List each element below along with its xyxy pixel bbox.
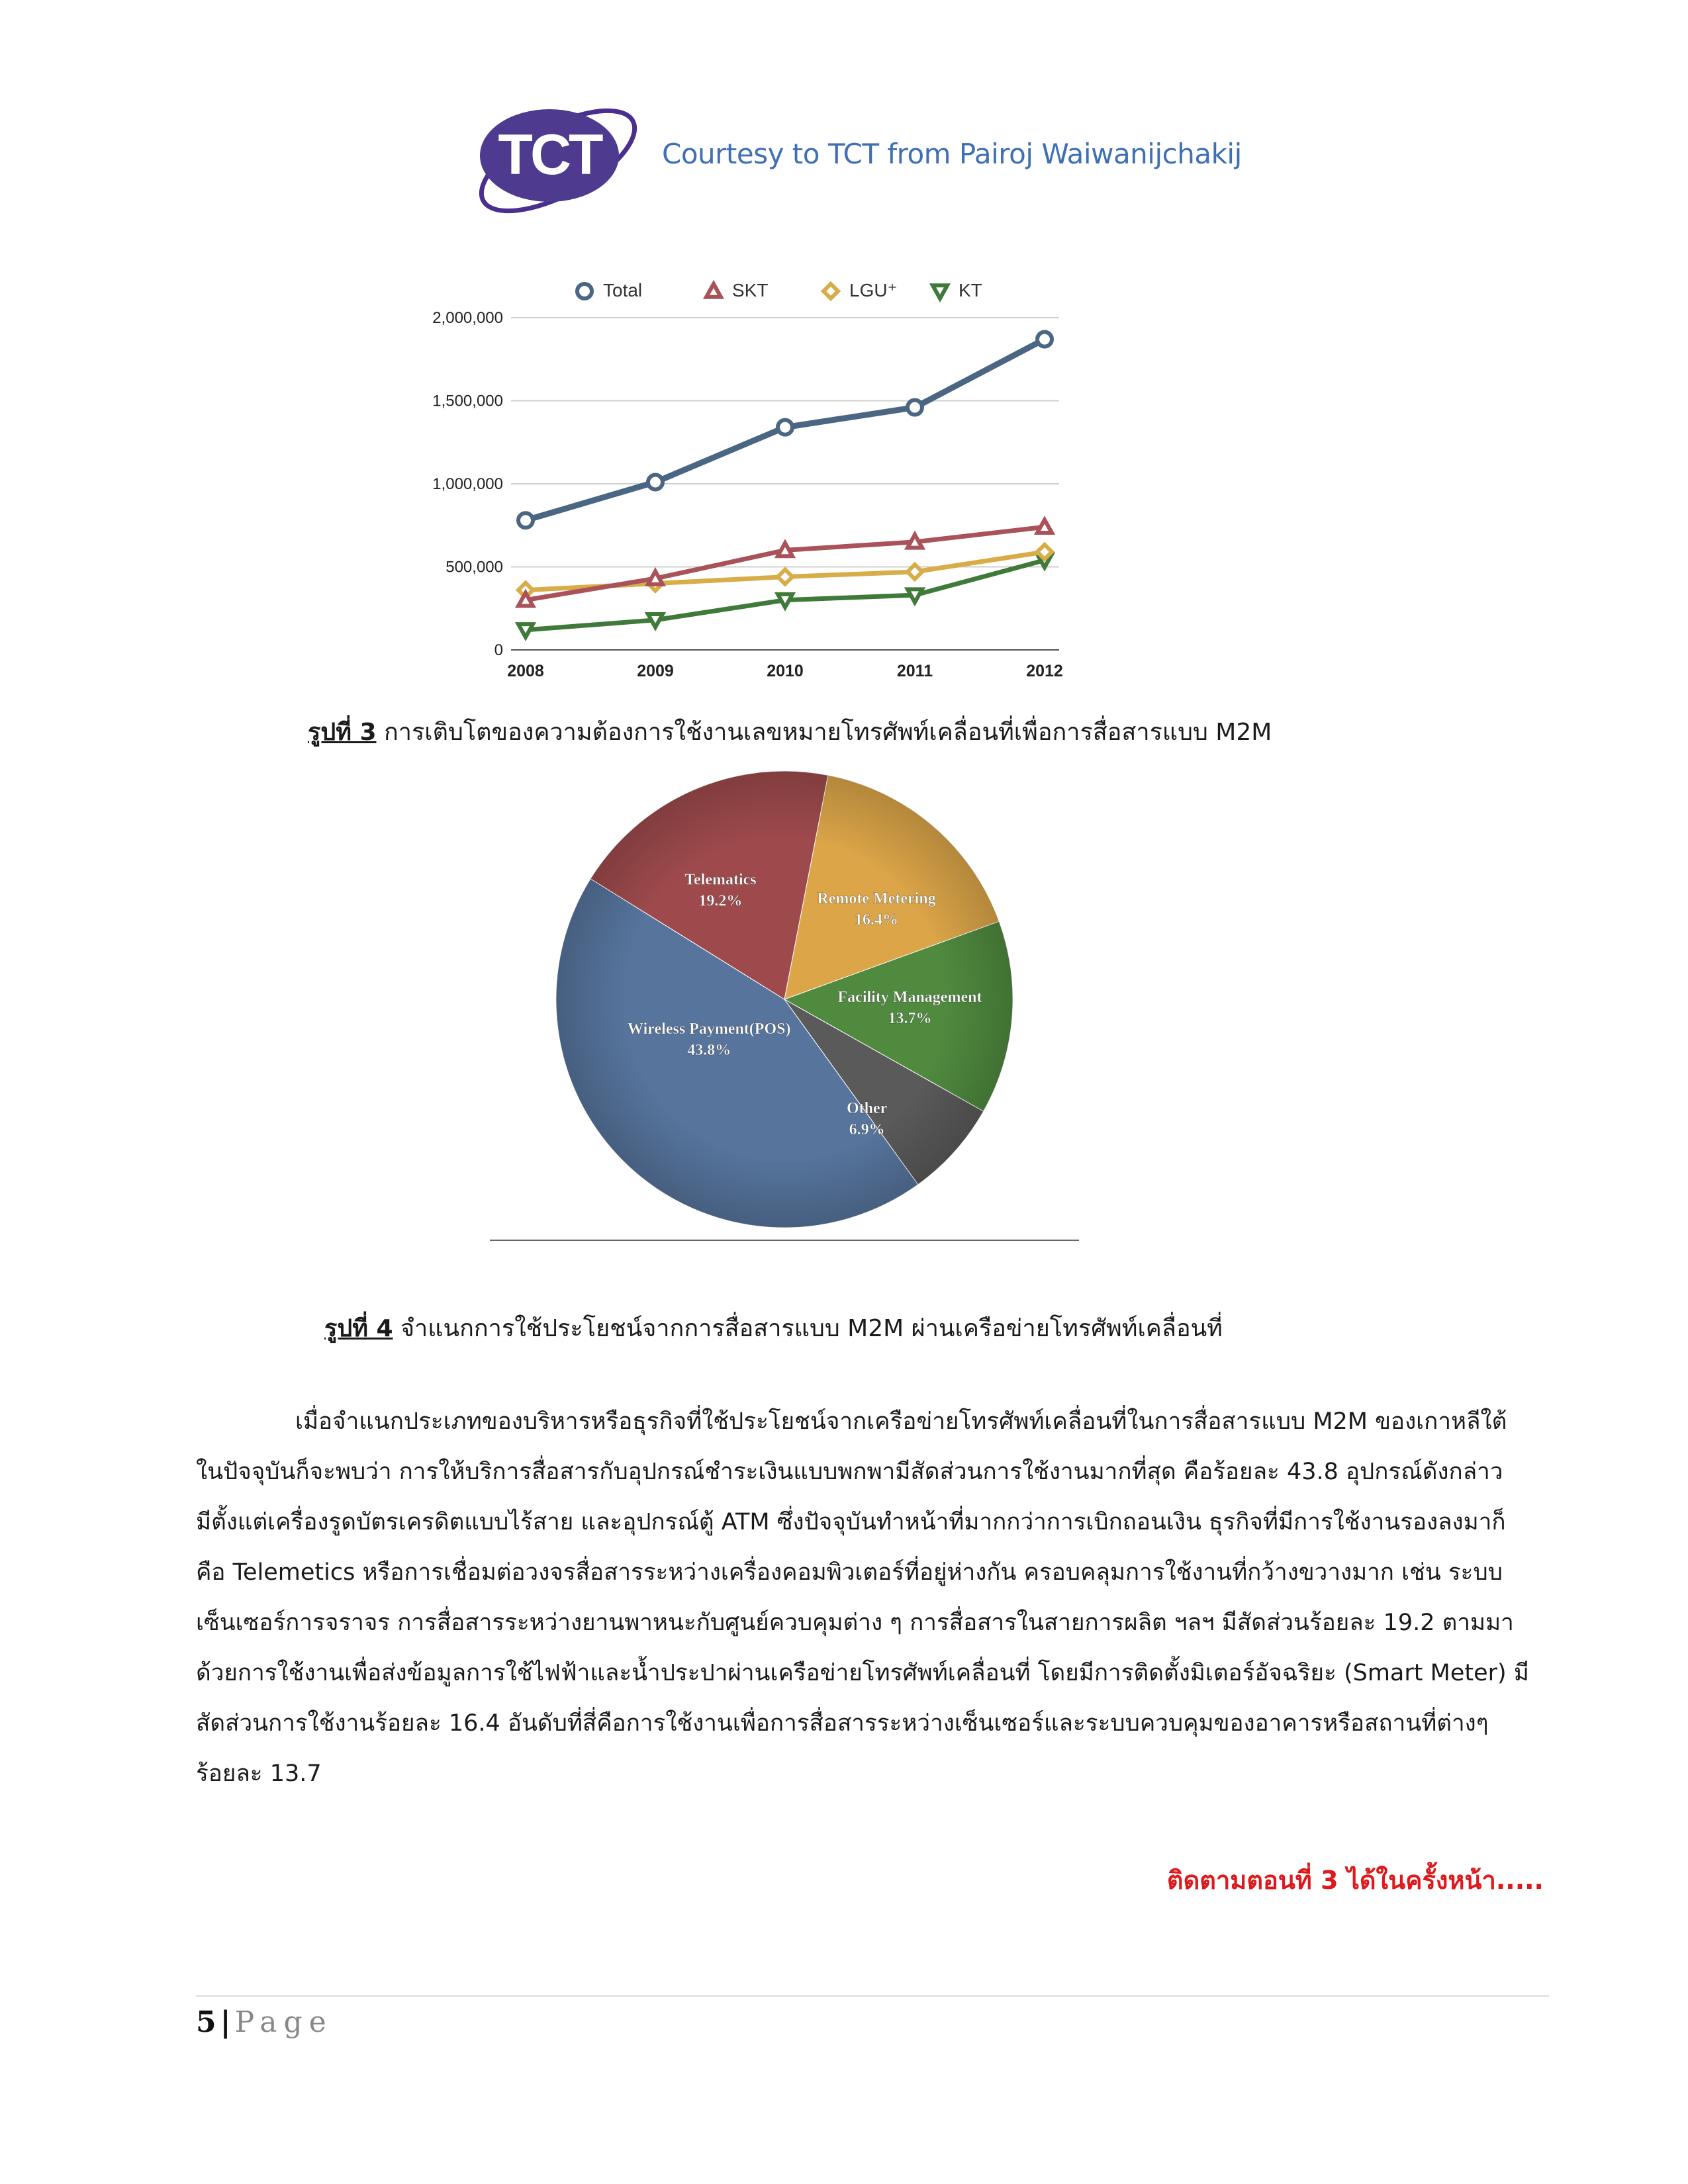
page-word: Page [234,2005,333,2039]
courtesy-text: Courtesy to TCT from Pairoj Waiwanijchakij [662,138,1242,170]
footer-divider [196,1995,1549,1997]
legend-label: LGU⁺ [849,280,898,300]
slice-label: Remote Metering [817,889,936,907]
x-tick-label: 2012 [1026,662,1063,680]
body-paragraph [196,1396,1529,1799]
y-tick-label: 500,000 [445,558,503,576]
data-point [648,475,663,489]
body-line: เมื่อจำแนกประเภทของบริหารหรือธุรกิจที่ใช้ประโยชน์จากเครือข่ายโทรศัพท์เคลื่อนที่ในการสื่อสารแบบ M2M ของเกาหลีใต้ [295,1408,1507,1435]
continue-note: ติดตามตอนที่ 3 ได้ในครั้งหน้า..... [1166,1866,1544,1895]
legend-marker [933,285,947,298]
body-line: คือ Telemetics หรือการเชื่อมต่อวงจรสื่อสารระหว่างเครื่องคอมพิวเตอร์ที่อยู่ห่างกัน ครอบคลุมการใช้งานที่กว้างขวางมาก เช่น ระบบ [196,1559,1503,1586]
figure3-text: การเติบโตของความต้องการใช้งานเลขหมายโทรศัพท์เคลื่อนที่เพื่อการสื่อสารแบบ M2M [376,719,1272,746]
slice-percent: 16.4% [855,911,899,929]
pie-chart [553,768,1016,1231]
legend-marker [823,284,838,298]
body-line: ด้วยการใช้งานเพื่อส่งข้อมูลการใช้ไฟฟ้าและน้ำประปาผ่านเครือข่ายโทรศัพท์เคลื่อนที่ โดยมีการติดตั้งมิเตอร์อัจฉริยะ (Smart Meter) มี [196,1660,1529,1686]
body-line: มีตั้งแต่เครื่องรูดบัตรเครดิตแบบไร้สาย และอุปกรณ์ตู้ ATM ซึ่งปัจจุบันทำหน้าที่มากกว่าการเบิกถอนเงิน ธุรกิจที่มีการใช้งานรองลงมาก็ [196,1509,1506,1535]
data-point [908,535,922,548]
body-line: เซ็นเซอร์การจราจร การสื่อสารระหว่างยานพาหนะกับศูนย์ควบคุมต่าง ๆ การสื่อสารในสายการผลิต ฯลฯ มีสัดส่วนร้อยละ 19.2 ตามมา [196,1610,1514,1636]
y-tick-label: 2,000,000 [432,309,503,327]
data-point [908,400,922,415]
slice-label: Other [847,1100,888,1118]
figure3-caption [308,713,1272,751]
slice-label: Wireless Payment(POS) [628,1020,791,1038]
data-point [778,543,792,556]
data-point [518,513,533,527]
data-point [648,571,663,584]
data-point [778,570,792,584]
slice-percent: 13.7% [888,1009,932,1027]
logo-text: TCT [498,123,601,187]
figure4-label: รูปที่ 4 [324,1315,393,1342]
footer-separator: | [220,2005,231,2039]
figure-divider [490,1240,1079,1241]
body-line: ในปัจจุบันก็จะพบว่า การให้บริการสื่อสารกับอุปกรณ์ชำระเงินแบบพกพามีสัดส่วนการใช้งานมากที่สุด คือร้อยละ 43.8 อุปกรณ์ดังกล่าว [196,1459,1503,1485]
data-point [908,589,922,602]
x-tick-label: 2011 [896,662,933,680]
legend-marker [706,284,721,297]
x-tick-label: 2009 [637,662,674,680]
slice-percent: 19.2% [698,892,743,910]
legend-label: Total [603,280,643,300]
figure4-text: จำแนกการใช้ประโยชน์จากการสื่อสารแบบ M2M ผ่านเครือข่ายโทรศัพท์เคลื่อนที่ [393,1315,1223,1342]
y-tick-label: 1,000,000 [432,475,503,493]
line-chart [397,265,1132,695]
data-point [1037,332,1052,347]
tct-logo [473,89,652,225]
y-tick-label: 1,500,000 [432,392,503,410]
legend-label: SKT [732,280,769,300]
data-point [778,420,792,435]
data-point [1037,520,1052,533]
page-footer [196,2005,333,2039]
figure4-caption [324,1309,1223,1347]
x-tick-label: 2008 [507,662,544,680]
y-tick-label: 0 [494,641,503,659]
legend-label: KT [959,280,982,300]
figure3-label: รูปที่ 3 [308,719,377,746]
data-point [648,614,663,627]
slice-percent: 43.8% [687,1041,731,1059]
slice-percent: 6.9% [849,1121,885,1139]
data-point [778,594,792,608]
slice-label: Facility Management [837,988,982,1006]
page-number: 5 [196,2005,216,2039]
body-line: สัดส่วนการใช้งานร้อยละ 16.4 อันดับที่สี่คือการใช้งานเพื่อการสื่อสารระหว่างเซ็นเซอร์และระบบควบคุมของอาคารหรือสถานที่ต่างๆ [196,1710,1489,1737]
legend-marker [577,284,592,298]
data-point [518,624,533,637]
body-line: ร้อยละ 13.7 [196,1760,322,1787]
slice-label: Telematics [684,871,757,889]
x-tick-label: 2010 [767,662,804,680]
